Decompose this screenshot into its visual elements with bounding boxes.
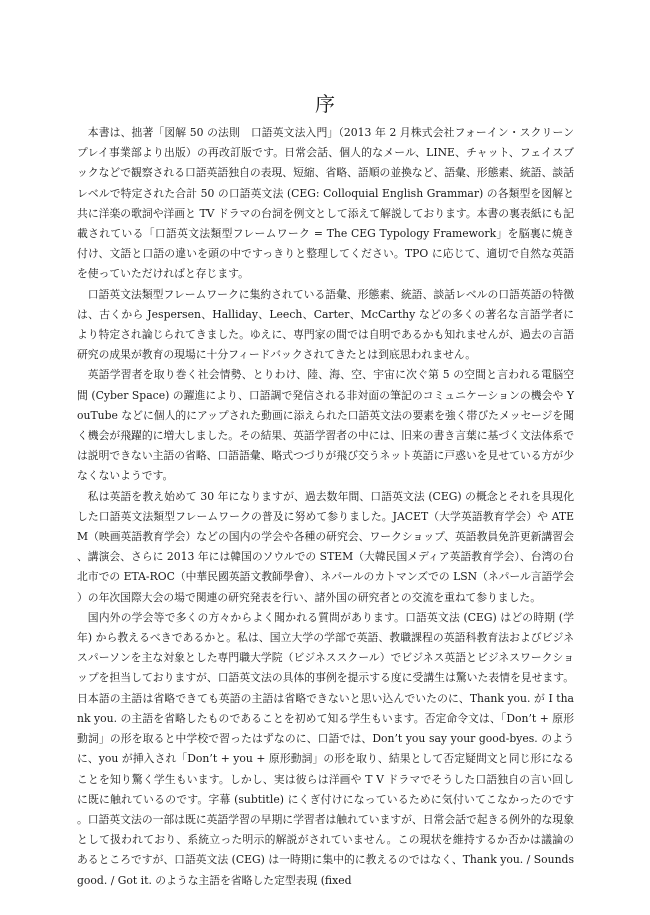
paragraph: 国内外の学会等で多くの方々からよく聞かれる質問があります。口語英文法 (CEG) はどの時期 (学年) から教えるべきであるかと。私は、国立大学の学部で英語、教職課程の英語科教育法およびビジネスパーソンを主な対象とした専門職大学院（ビジネススクール）でビジネス英語とビジネスワークショップを担当しておりますが、口語英文法の具体的事例を提示する度に受講生は驚いた表情を見せます。日本語の主語は省略できても英語の主語は省略できないと思い込んでいたのに、Thank you. が I thank you. の主語を省略したものであることを初めて知る学生もいます。否定命令文は、「Don’t + 原形動詞」の形を取ると中学校で習ったはずなのに、口語では、Don’t you say your good-byes. のように、you が挿入され「Don’t + you + 原形動詞」の形を取り、結果として否定疑問文と同じ形になることを知り驚く学生もいます。しかし、実は彼らは洋画や T V ドラマでそうした口語独自の言い回しに既に触れているのです。字幕 (subtitle) にくぎ付けになっているために気付いてこなかったのです。口語英文法の一部は既に英語学習の早期に学習者は触れていますが、日常会話で起きる例外的な現象として扱われており、系統立った明示的解説がされていません。この現状を維持するか否かは議論のあるところですが、口語英文法 (CEG) は一時期に集中的に教えるのではなく、Thank you. / Sounds good. / Got it. のような主語を省略した定型表現 (fixed	[77, 610, 574, 887]
page-title: 序	[315, 92, 335, 116]
document-body	[77, 123, 574, 891]
paragraph: 英語学習者を取り巻く社会情勢、とりわけ、陸、海、空、宇宙に次ぐ第 5 の空間と言われる電脳空間 (Cyber Space) の躍進により、口語調で発信される非対面の筆記のコミュニケーションの機会や YouTube などに個人的にアップされた動画に添えられた口語英文法の要素を強く帯びたメッセージを聞く機会が飛躍的に増大しました。その結果、英語学習者の中には、旧来の書き言葉に基づく文法体系では説明できない主語の省略、口語語彙、略式つづりが飛び交うネット英語に戸惑いを見せている方が少なくないようです。	[77, 368, 574, 483]
paragraph: 本書は、拙著「図解 50 の法則 口語英文法入門」（2013 年 2 月株式会社フォーイン・スクリーンプレイ事業部より出版）の再改訂版です。日常会話、個人的なメール、LINE、チャット、フェイスブックなどで観察される口語英語独自の表現、短縮、省略、語順の並換など、語彙、形態素、統語、談話レベルで特定された合計 50 の口語英文法 (CEG: Colloquial English Grammar) の各類型を図解と共に洋楽の歌詞や洋画と TV ドラマの台詞を例文として添えて解説しております。本書の裏表紙にも記載されている「口語英文法類型フレームワーク = The CEG Typology Framework」を脳裏に焼き付け、文語と口語の違いを頭の中ですっきりと整理してください。TPO に応じて、適切で自然な英語を使っていただければと存じます。	[77, 126, 574, 281]
paragraph: 私は英語を教え始めて 30 年になりますが、過去数年間、口語英文法 (CEG) の概念とそれを具現化した口語英文法類型フレームワークの普及に努めて参りました。JACET（大学英語教育学会）や ATEM（映画英語教育学会）などの国内の学会や各種の研究会、ワークショップ、英語教員免許更新講習会、講演会、さらに 2013 年には韓国のソウルでの STEM（大韓民国メディア英語教育学会）、台湾の台北市での ETA-ROC（中華民國英語文教師學會）、ネパールのカトマンズでの LSN（ネパール言語学会）の年次国際大会の場で関連の研究発表を行い、諸外国の研究者との交流を重ねて参りました。	[77, 489, 574, 604]
paragraph: 口語英文法類型フレームワークに集約されている語彙、形態素、統語、談話レベルの口語英語の特徴は、古くから Jespersen、Halliday、Leech、Carter、McCarthy などの多くの著名な言語学者により特定され論じられてきました。ゆえに、専門家の間では自明であるかも知れませんが、過去の言語研究の成果が教育の現場に十分フィードバックされてきたとは到底思われません。	[77, 287, 574, 362]
